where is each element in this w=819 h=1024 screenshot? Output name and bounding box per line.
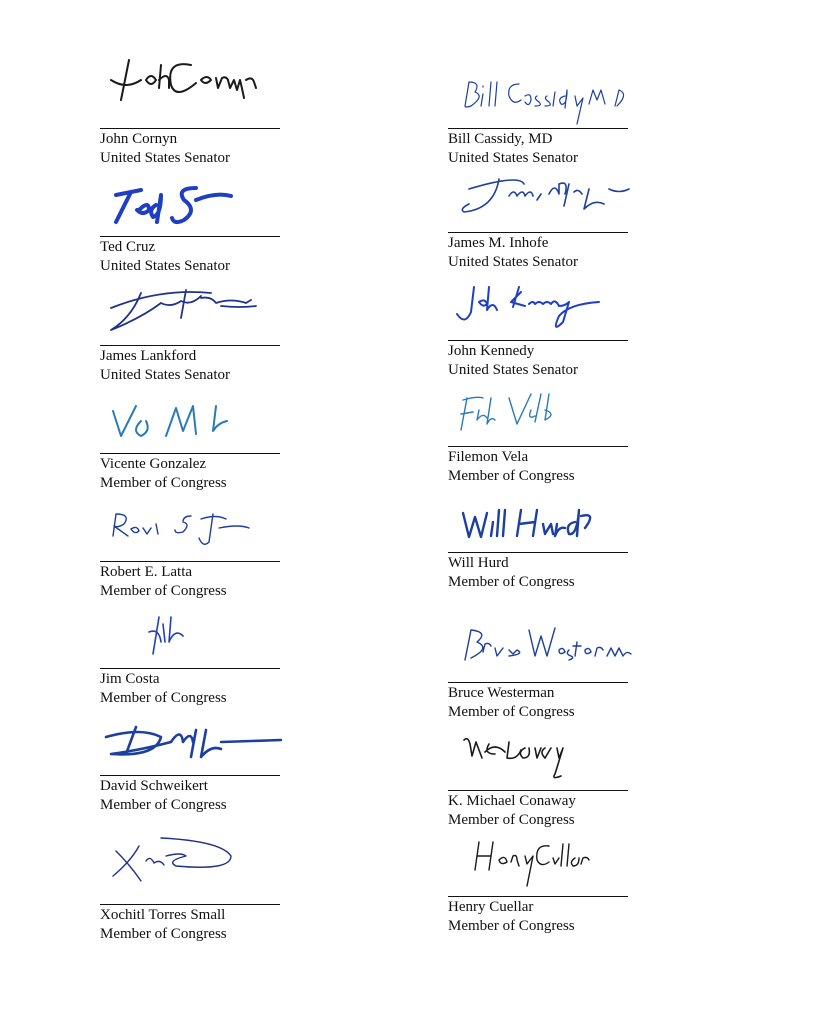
- signature-line: [100, 904, 280, 905]
- signatory-title: United States Senator: [100, 258, 230, 274]
- signature-image: [448, 62, 630, 132]
- signature-image: [100, 712, 282, 782]
- signature-block-costa: [100, 602, 282, 712]
- signature-line: [448, 232, 628, 233]
- signatory-title: Member of Congress: [100, 583, 227, 599]
- signatory-name: Filemon Vela: [448, 449, 529, 465]
- signatory-title: United States Senator: [448, 362, 578, 378]
- signatory-name: K. Michael Conaway: [448, 793, 576, 809]
- signature-image: [448, 722, 630, 792]
- signature-block-hurd: [448, 488, 630, 598]
- signatory-title: Member of Congress: [100, 797, 227, 813]
- signature-image: [100, 386, 282, 456]
- signature-line: [448, 446, 628, 447]
- signatory-name: David Schweikert: [100, 778, 208, 794]
- signature-block-torres-small: [100, 826, 282, 946]
- signature-block-vela: [448, 380, 630, 490]
- signatory-title: Member of Congress: [448, 468, 575, 484]
- signature-line: [100, 561, 280, 562]
- signature-image: [448, 612, 630, 682]
- signatory-title: Member of Congress: [448, 704, 575, 720]
- signatory-title: Member of Congress: [100, 475, 227, 491]
- signature-line: [100, 345, 280, 346]
- signatory-name: Robert E. Latta: [100, 564, 193, 580]
- signature-line: [448, 896, 628, 897]
- signature-line: [100, 236, 280, 237]
- signature-image: [100, 826, 282, 896]
- signatory-title: United States Senator: [100, 150, 230, 166]
- signatory-name: Xochitl Torres Small: [100, 907, 226, 923]
- signature-image: [100, 50, 282, 120]
- signature-line: [448, 340, 628, 341]
- signatory-name: Jim Costa: [100, 671, 160, 687]
- signature-image: [100, 602, 282, 672]
- signatory-name: Henry Cuellar: [448, 899, 534, 915]
- signatory-title: Member of Congress: [448, 918, 575, 934]
- signature-image: [448, 272, 630, 342]
- signature-image: [100, 278, 282, 348]
- signature-image: [448, 488, 630, 558]
- signatory-name: John Kennedy: [448, 343, 535, 359]
- signature-block-inhofe: [448, 164, 630, 274]
- signature-line: [448, 790, 628, 791]
- signature-line: [448, 128, 628, 129]
- signature-block-latta: [100, 494, 282, 604]
- signature-block-kennedy: [448, 272, 630, 382]
- signatory-name: John Cornyn: [100, 131, 178, 147]
- signature-image: [100, 170, 282, 240]
- signature-block-cuellar: [448, 830, 630, 940]
- signatory-name: Ted Cruz: [100, 239, 156, 255]
- signatory-title: Member of Congress: [448, 812, 575, 828]
- signatory-title: Member of Congress: [100, 926, 227, 942]
- signatory-name: Bill Cassidy, MD: [448, 131, 553, 147]
- signature-block-westerman: [448, 612, 630, 722]
- signatory-name: James M. Inhofe: [448, 235, 549, 251]
- signatory-title: United States Senator: [448, 254, 578, 270]
- signature-line: [448, 682, 628, 683]
- signature-image: [100, 494, 282, 564]
- signature-block-lankford: [100, 278, 282, 388]
- signatory-title: Member of Congress: [100, 690, 227, 706]
- signature-line: [448, 552, 628, 553]
- signature-image: [448, 164, 630, 234]
- signatory-title: United States Senator: [100, 367, 230, 383]
- signatory-name: Bruce Westerman: [448, 685, 555, 701]
- signature-image: [448, 380, 630, 450]
- signature-block-cruz: [100, 170, 282, 280]
- signature-block-conaway: [448, 722, 630, 832]
- signature-block-schweikert: [100, 712, 282, 822]
- signatory-name: Vicente Gonzalez: [100, 456, 207, 472]
- signature-line: [100, 128, 280, 129]
- signature-block-cassidy: [448, 62, 630, 172]
- signatory-title: Member of Congress: [448, 574, 575, 590]
- signature-line: [100, 453, 280, 454]
- signatory-name: Will Hurd: [448, 555, 509, 571]
- signature-block-cornyn: [100, 50, 282, 170]
- signatory-title: United States Senator: [448, 150, 578, 166]
- signatory-name: James Lankford: [100, 348, 197, 364]
- signature-line: [100, 668, 280, 669]
- signature-block-gonzalez: [100, 386, 282, 496]
- signature-line: [100, 775, 280, 776]
- signature-image: [448, 830, 630, 900]
